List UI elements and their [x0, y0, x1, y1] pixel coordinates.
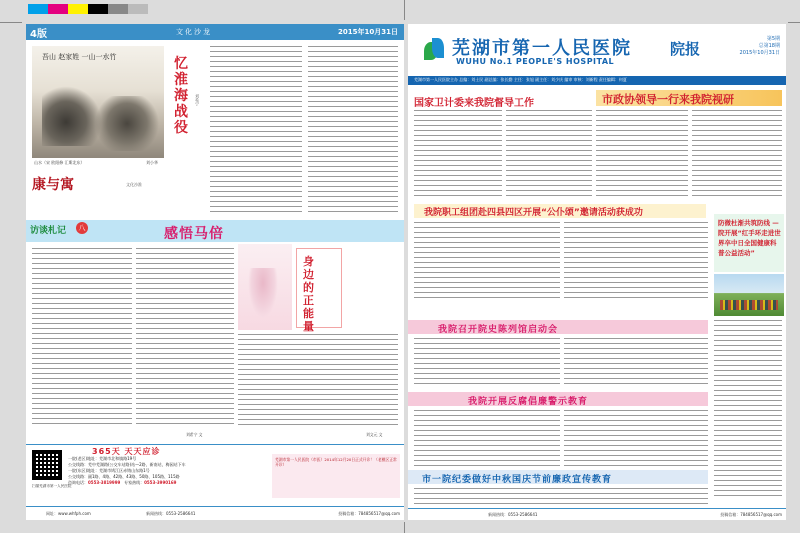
calligraphy-author: 刘希宁	[195, 94, 200, 106]
side-tab	[296, 248, 342, 333]
article-body	[414, 110, 502, 200]
website[interactable]: 网址：www.whfph.com	[46, 511, 91, 516]
crop-mark	[788, 22, 800, 23]
ad-slogan: 365天 天天应诊	[92, 447, 161, 456]
byline: 刘文元 文	[366, 432, 383, 437]
issue-date: 2015年10月31日	[338, 28, 398, 36]
headline: 市政协领导一行来我院视研	[602, 93, 734, 106]
headline: 国家卫计委来我院督导工作	[414, 98, 534, 109]
byline: 刘希宁 文	[186, 432, 203, 437]
page-header	[26, 24, 404, 40]
headline: 我院召开院史陈列馆启动会	[438, 325, 559, 335]
page-footer	[26, 506, 404, 520]
qr-caption: 扫描芜湖市第一人民医院	[32, 484, 72, 488]
article-body	[506, 110, 592, 200]
crop-mark	[0, 22, 22, 23]
article-body	[136, 248, 234, 428]
painting-caption: 山水（宋 欧阳修 汇斯北东）	[34, 160, 85, 165]
article-body	[692, 110, 782, 200]
right-page	[408, 24, 786, 520]
article-body	[714, 320, 782, 500]
submission-email[interactable]: 投稿信箱：784856517@qq.com	[720, 512, 782, 517]
left-page	[26, 24, 404, 520]
article-body	[414, 410, 560, 470]
column-logo: 康与寓	[32, 177, 74, 193]
side-tab-text: 身边的正能量	[303, 255, 314, 333]
qr-code[interactable]	[32, 450, 62, 480]
ad-line: 一院(老区)地址：芜湖市北和镇路19号	[68, 456, 137, 461]
ad-line: 公交线路：副1路、4路、42路、43路、50路、105路、115路	[68, 474, 180, 479]
hotline-number: 0553-3819999	[88, 480, 121, 485]
headline: 我院职工组团赴四县四区开展“公仆颂”邀请活动获成功	[424, 208, 643, 218]
headline-banner	[596, 90, 782, 106]
issue-info: 第5期 总第18期 2015年10月31日	[739, 36, 780, 56]
headline: 我院开展反腐倡廉警示教育	[468, 397, 589, 407]
painting-author: 刘小华	[146, 160, 158, 165]
article-body	[564, 222, 708, 302]
crop-mark	[404, 522, 405, 533]
article-body	[414, 488, 708, 506]
opening-notice: 芜湖市第一人民医院（市医）2014年12月20日正式开诊！（老模区正常开诊）	[272, 454, 400, 498]
calligraphy-title	[166, 56, 196, 152]
section-name: 文化沙龙	[176, 28, 212, 36]
masthead-title-en: WUHU No.1 PEOPLE'S HOSPITAL	[456, 57, 615, 66]
article-body	[596, 110, 688, 200]
ink-stroke	[92, 96, 162, 151]
calligraphy-char: 战	[174, 104, 188, 120]
article-title: 感悟马倍	[164, 226, 224, 242]
article-body	[308, 46, 398, 216]
service-number: 0553-3990169	[144, 480, 177, 485]
ad-line: 一院(东区)地址：芜湖市鸠江区赤铸山东路1号	[68, 468, 150, 473]
column-note: 文化沙淮	[126, 182, 142, 187]
ad-line: 公交线路：芜中芜湖路(公交车站路)站—2路，新南站，梅园站下车	[68, 462, 186, 467]
article-body	[564, 410, 708, 470]
calligraphy-char: 忆	[174, 56, 188, 72]
paper-name: 院报	[670, 40, 701, 58]
side-headline: 防微杜渐共筑防线 —院开展“红手环走进世界卒中日全国健康科普公益活动”	[718, 219, 781, 257]
color-calibration-strip	[28, 4, 148, 14]
page-footer	[408, 508, 786, 520]
headline-banner	[414, 204, 706, 218]
talk-label: 访谈札记	[30, 226, 67, 236]
editorial-phone: 新闻热线：0553-2586641	[146, 511, 196, 516]
submission-email[interactable]: 投稿信箱：784856517@qq.com	[338, 511, 400, 516]
article-body	[414, 338, 560, 388]
ink-painting	[32, 46, 164, 158]
portrait-figure	[248, 268, 278, 318]
calligraphy-char: 役	[174, 120, 188, 136]
painting-inscription: 吾山 赵家姓 一山一水竹	[42, 53, 117, 61]
headline: 市一院纪委做好中秋国庆节前廉政宣传教育	[422, 475, 613, 485]
ad-hotlines: 咨询电话：0553-3819999 专家热线：0553-3990169	[68, 480, 177, 485]
ad-details	[68, 456, 186, 486]
masthead-title-cn: 芜湖市第一人民医院	[452, 38, 632, 59]
article-body	[564, 338, 708, 388]
article-body	[238, 334, 398, 428]
event-photo	[714, 274, 784, 316]
calligraphy-char: 海	[174, 88, 188, 104]
edition-label: 4版	[30, 29, 47, 40]
masthead-credits: 芜湖市第一人民医院主办 总编：刘士民 副总编：张长勤 主任：张旭 副主任：刘少庆 编审 审核：刘新程 责任编辑：何夏	[414, 77, 627, 82]
hospital-logo-icon	[424, 38, 446, 64]
article-body	[210, 46, 302, 216]
masthead-bar	[408, 76, 786, 85]
crop-mark	[404, 0, 405, 20]
editorial-phone: 新闻热线：0553-2586641	[488, 512, 538, 517]
article-body	[414, 222, 560, 302]
calligraphy-char: 淮	[174, 72, 188, 88]
side-headline-box	[714, 214, 784, 272]
talk-number: 八	[76, 222, 88, 234]
article-body	[32, 248, 132, 428]
